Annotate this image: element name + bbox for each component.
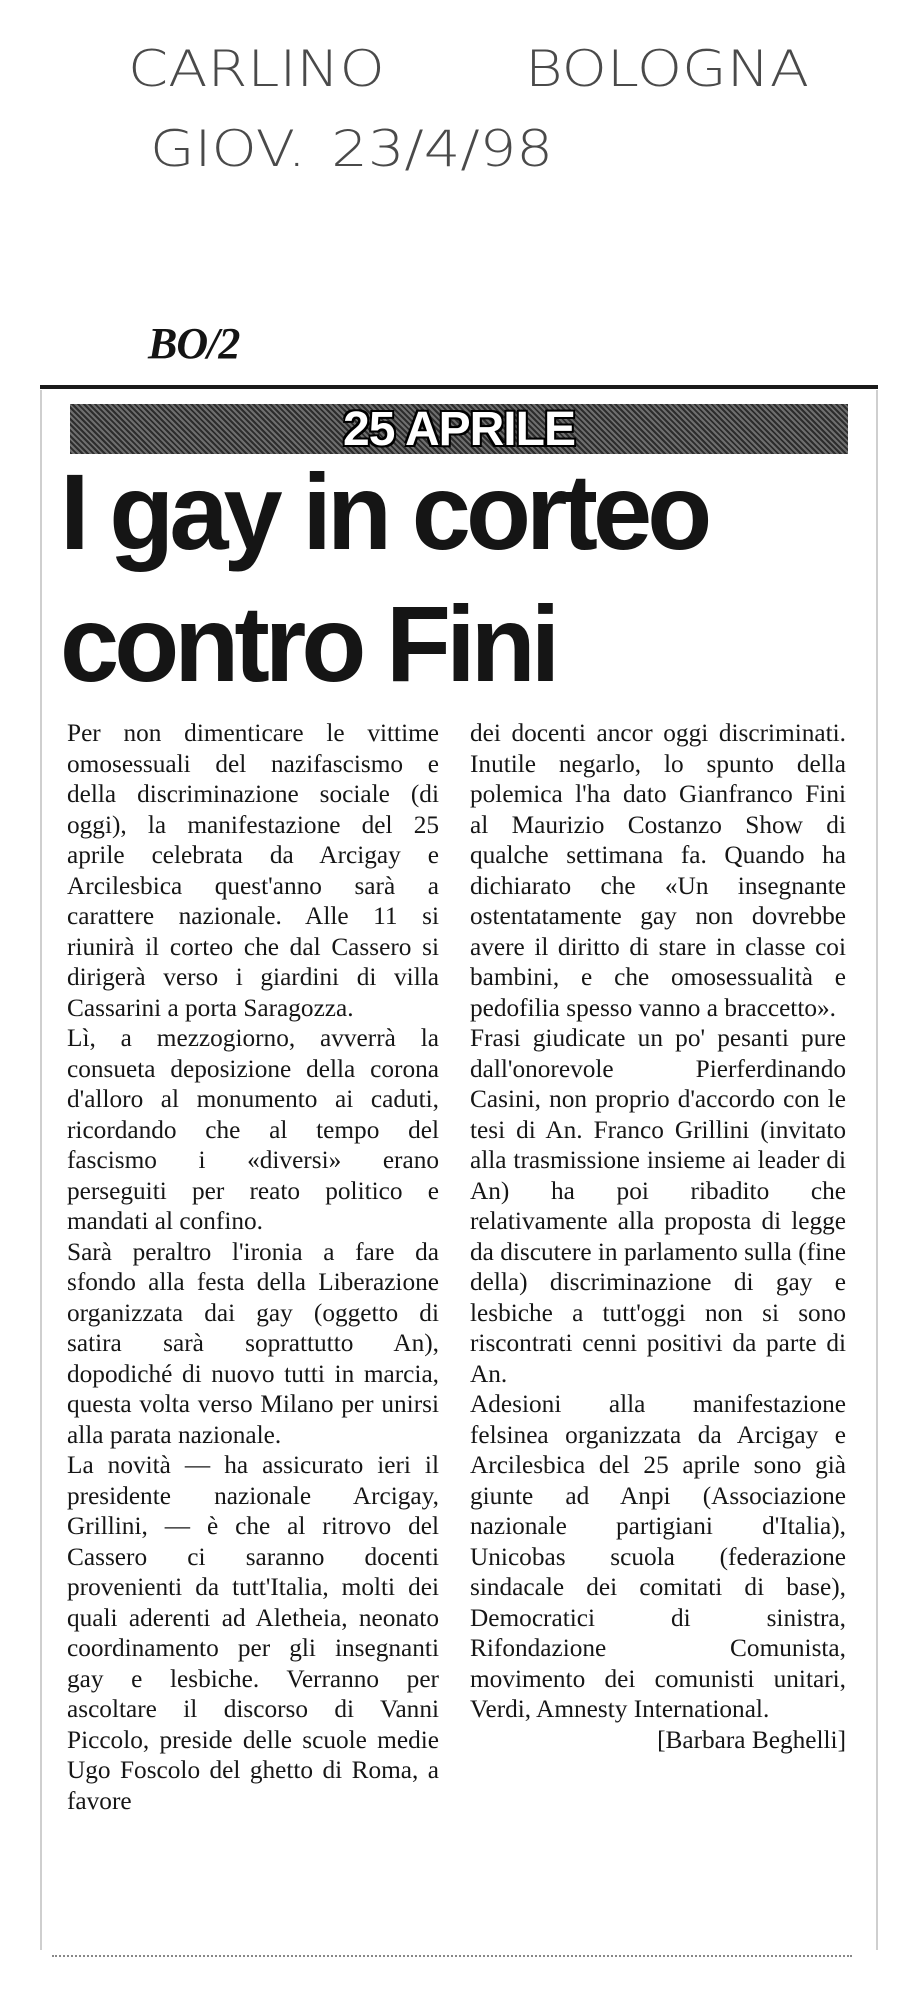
- handwritten-line-source: [128, 40, 809, 98]
- article-paragraph: La novità — ha assicurato ieri il presidente nazionale Arcigay, Grillini, — è che al ritrovo del Cassero ci saranno docenti provenienti da tutt'Italia, molti dei quali aderenti ad Aletheia, neonato coordinamento per gli insegnanti gay e lesbiche. Verranno per ascoltare il discorso di Vanni Piccolo, preside delle scuole medie Ugo Foscolo del ghetto di Roma, a favore: [67, 1451, 439, 1815]
- handwritten-weekday: GIOV.: [150, 120, 306, 178]
- left-border: [40, 390, 42, 1950]
- handwritten-newspaper-name: CARLINO: [128, 40, 385, 98]
- right-border: [876, 390, 878, 1950]
- headline: [60, 446, 868, 710]
- handwritten-annotation: [0, 0, 914, 200]
- article-paragraph: Per non dimenticare le vittime omosessuali del nazifascismo e della discriminazione sociale (di oggi), la manifestazione del 25 aprile celebrata da Arcigay e Arcilesbica quest'anno sarà a carattere nazionale. Alle 11 si riunirà il corteo che dal Cassero si dirigerà verso i giardini di villa Cassarini a porta Saragozza.: [67, 719, 439, 1022]
- page-reference: BO/2: [148, 319, 240, 368]
- headline-line-1: I gay in corteo: [60, 451, 708, 572]
- article-paragraph: Lì, a mezzogiorno, avverrà la consueta deposizione della corona d'alloro al monumento ai caduti, ricordando che al tempo del fascismo i «diversi» erano perseguiti per reato politico e mandati al confino.: [67, 1024, 439, 1235]
- handwritten-date: 23/4/98: [331, 120, 553, 178]
- top-rule: [40, 385, 878, 389]
- article-paragraph: Sarà peraltro l'ironia a fare da sfondo alla festa della Liberazione organizzata dai gay (oggetto di satira sarà soprattutto An), dopodiché di nuovo tutti in marcia, questa volta verso Milano per unirsi alla parata nazionale.: [67, 1237, 439, 1449]
- bottom-rule: [52, 1955, 852, 1957]
- kicker-text: 25 APRILE: [343, 403, 575, 456]
- handwritten-line-date: [150, 120, 553, 178]
- article-paragraph: Frasi giudicate un po' pesanti pure dall'onorevole Pierferdinando Casini, non proprio d'accordo con le tesi di An. Franco Grillini (invitato alla trasmissione insieme ai leader di An) ha poi ribadito che relativamente alla proposta di legge da discutere in parlamento sulla (fine della) discriminazione di gay e lesbiche a tutt'oggi non si sono riscontrati cenni positivi da parte di An.: [470, 1024, 846, 1388]
- handwritten-city: BOLOGNA: [525, 40, 810, 98]
- headline-line-2: contro Fini: [60, 583, 556, 704]
- article-column-1: [67, 718, 439, 1816]
- article-paragraph: dei docenti ancor oggi discriminati. Inutile negarlo, lo spunto della polemica l'ha dato Gianfranco Fini al Maurizio Costanzo Show di qualche settimana fa. Quando ha dichiarato che «Un insegnante ostentatamente gay non dovrebbe avere il diritto di stare in classe coi bambini, e che omosessualità e pedofilia spesso vanno a braccetto».: [470, 719, 846, 1022]
- article-paragraph: Adesioni alla manifestazione felsinea organizzata da Arcigay e Arcilesbica del 25 aprile sono già giunte ad Anpi (Associazione nazionale partigiani d'Italia), Unicobas scuola (federazione sindacale dei comitati di base), Democratici di sinistra, Rifondazione Comunista, movimento dei comunisti unitari, Verdi, Amnesty International.: [470, 1390, 846, 1723]
- byline: [Barbara Beghelli]: [657, 1725, 846, 1754]
- article-column-2: [470, 718, 846, 1755]
